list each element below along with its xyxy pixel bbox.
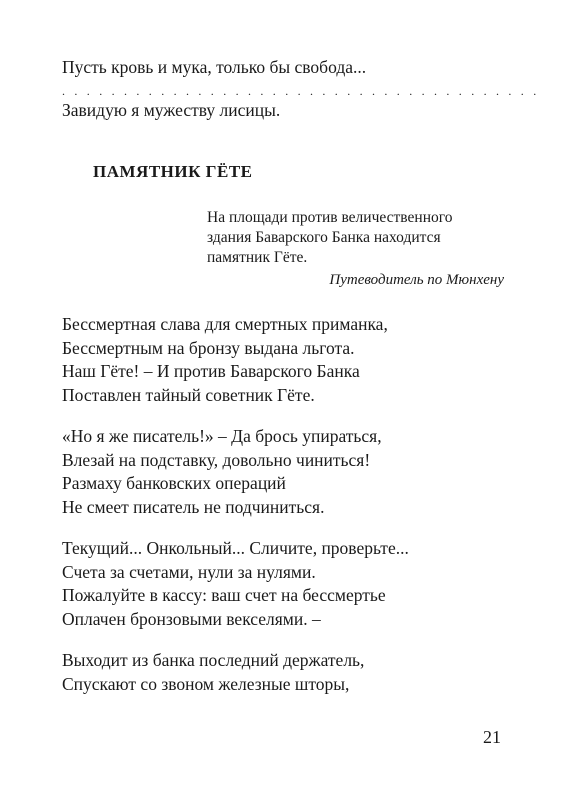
epigraph-line: памятник Гёте.: [207, 249, 308, 266]
poem-line: Оплачен бронзовыми векселями. –: [62, 609, 321, 629]
poem-line: Поставлен тайный советник Гёте.: [62, 385, 315, 405]
poem-line: Текущий... Онкольный... Сличите, проверьте...: [62, 538, 409, 558]
poem-line: Счета за счетами, нули за нулями.: [62, 562, 316, 582]
epigraph-source: Путеводитель по Мюнхену: [329, 272, 504, 288]
poem-line: Наш Гёте! – И против Баварского Банка: [62, 361, 360, 381]
poem-title: ПАМЯТНИК ГЁТЕ: [93, 162, 253, 181]
poem-line: Завидую я мужеству лисицы.: [62, 100, 281, 120]
poem-line: Влезай на подставку, довольно чиниться!: [62, 450, 371, 470]
poem-line: «Но я же писатель!» – Да брось упираться,: [62, 426, 382, 446]
ellipsis-separator: . . . . . . . . . . . . . . . . . . . . . . . . . . . . . . . . . . . . . . .: [62, 84, 540, 98]
poem-line: Бессмертным на бронзу выдана льгота.: [62, 338, 355, 358]
poem-line: Размаху банковских операций: [62, 473, 286, 493]
poem-line: Спускают со звоном железные шторы,: [62, 674, 350, 694]
page-number: 21: [483, 727, 501, 747]
poem-line: Не смеет писатель не подчиниться.: [62, 497, 325, 517]
poem-line: Пожалуйте в кассу: ваш счет на бессмертье: [62, 585, 386, 605]
poem-line: Бессмертная слава для смертных приманка,: [62, 314, 388, 334]
epigraph-line: здания Баварского Банка находится: [207, 229, 441, 246]
epigraph-line: На площади против величественного: [207, 209, 453, 226]
poem-line: Пусть кровь и мука, только бы свобода...: [62, 57, 367, 77]
poem-line: Выходит из банка последний держатель,: [62, 650, 365, 670]
